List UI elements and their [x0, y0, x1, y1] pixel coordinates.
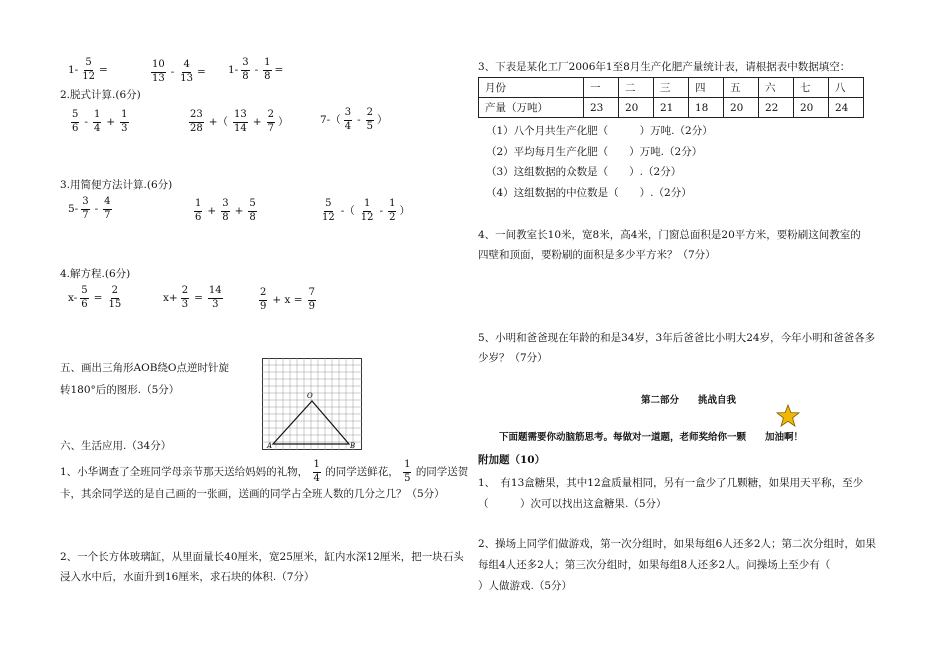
production-table: [478, 77, 864, 118]
table-cell: 20: [724, 98, 759, 118]
grid-figure: [262, 358, 362, 450]
fraction: $\frac{7}{9}$: [308, 287, 315, 312]
q1-line-1: 1、小华调查了全班同学母亲节那天送给妈妈的礼物， $\frac{1}{4}$ 的同学送鲜花， $\frac{1}{5}$ 的同学送贺: [60, 459, 469, 484]
table-cell: 一: [584, 78, 619, 98]
section-2-title: 2.脱式计算.(6分): [60, 89, 141, 101]
table-cell: 18: [689, 98, 724, 118]
fraction: $\frac{5}{12}$: [322, 198, 335, 223]
fraction: $\frac{1}{3}$: [121, 109, 128, 134]
q3-item-4: （4）这组数据的中位数是（ ）.（2分）: [486, 187, 692, 199]
b2-line-1: 2、操场上同学们做游戏，第一次分组时，如果每组6人还多2人；第二次分组时，如果: [478, 538, 877, 550]
s3-expr-2: $\frac{1}{6}$ + $\frac{3}{8}$ + $\frac{5}{8}$: [195, 198, 256, 223]
q3-title: 3、下表是某化工厂2006年1至8月生产化肥产量统计表，请根据表中数据填空：: [478, 61, 851, 73]
fraction: $\frac{1}{2}$: [389, 198, 396, 223]
label-b: B: [350, 442, 356, 450]
table-cell: 五: [724, 78, 759, 98]
fraction: $\frac{1}{12}$: [360, 198, 374, 223]
fraction: $\frac{1}{8}$: [264, 57, 271, 82]
fraction: $\frac{1}{4}$: [93, 109, 101, 134]
fraction: $\frac{2}{3}$: [181, 285, 189, 310]
top-expr-3: 1- $\frac{3}{8}$ - $\frac{1}{8}$ =: [228, 57, 284, 82]
table-cell: 六: [759, 78, 794, 98]
table-row: [479, 98, 864, 118]
table-cell: 八: [829, 78, 864, 98]
q3-item-1: （1）八个月共生产化肥（ ）万吨.（2分）: [486, 125, 713, 137]
q5-line-1: 5、小明和爸爸现在年龄的和是34岁，3年后爸爸比小明大24岁，今年小明和爸爸各多: [478, 332, 876, 344]
b2-line-3: ）人做游戏.（5分）: [478, 580, 573, 592]
fraction: $\frac{4}{7}$: [104, 196, 111, 221]
q5-line-2: 少岁？（7分）: [478, 352, 548, 364]
q2-line-1: 2、一个长方体玻璃缸，从里面量长40厘米，宽25厘米，缸内水深12厘米，把一块石头: [60, 551, 464, 563]
star-icon: [776, 404, 800, 428]
fraction: $\frac{5}{6}$: [81, 285, 88, 310]
b1-line-1: 1、 有13盒糖果，其中12盒质量相同，另有一盒少了几颗糖，如果用天平称，至少: [478, 477, 864, 489]
table-cell: 二: [619, 78, 654, 98]
fraction: $\frac{5}{8}$: [249, 198, 256, 223]
fraction: $\frac{1}{6}$: [195, 198, 202, 223]
fraction: $\frac{3}{8}$: [242, 57, 249, 82]
s3-expr-3: $\frac{5}{12}$ -（ $\frac{1}{12}$ - $\frac{1}{2}$ ）: [322, 198, 410, 223]
grid-svg: [262, 358, 362, 450]
section-5-line-2: 转180°后的图形.（5分）: [60, 384, 180, 396]
part-2-title: 第二部分 挑战自我: [641, 395, 737, 406]
s2-expr-1: $\frac{5}{6}$ - $\frac{1}{4}$ + $\frac{1}{3}$: [72, 109, 128, 134]
encourage-line: 下面题需要你动脑筋思考。每做对一道题，老师奖给你一颗 加油啊！: [499, 432, 804, 443]
fraction: $\frac{3}{8}$: [222, 198, 229, 223]
q3-item-3: （3）这组数据的众数是（ ）.（2分）: [486, 166, 682, 178]
b2-line-2: 每组4人还多2人；第三次分组时，如果每组8人还多2人。问操场上至少有（: [478, 559, 831, 571]
fraction: $\frac{2}{9}$: [260, 287, 267, 312]
top-expr-1: 1- $\frac{5}{12}$ =: [68, 57, 108, 82]
fraction: $\frac{23}{28}$: [190, 109, 203, 134]
fraction: $\frac{2}{7}$: [267, 109, 274, 134]
s3-expr-1: 5- $\frac{3}{7}$ - $\frac{4}{7}$: [68, 196, 111, 221]
top-expr-2: $\frac{10}{13}$ - $\frac{4}{13}$ =: [152, 59, 206, 84]
q1-line-2: 卡，其余同学送的是自己画的一张画，送画的同学占全班人数的几分之几？（5分）: [60, 488, 445, 500]
q4-line-1: 4、一间教室长10米，宽8米，高4米，门窗总面积是20平方米，要粉刷这间教室的: [478, 229, 861, 241]
table-cell: 23: [584, 98, 619, 118]
table-cell: 20: [619, 98, 654, 118]
q2-line-2: 浸入水中后，水面升到16厘米，求石块的体积.（7分）: [60, 571, 315, 583]
q4-line-2: 四壁和顶面，要粉刷的面积是多少平方米？（7分）: [478, 249, 716, 261]
table-cell: 24: [829, 98, 864, 118]
b1-line-2: （ ）次可以找出这盒糖果.（5分）: [478, 498, 667, 510]
fraction: $\frac{2}{5}$: [366, 107, 374, 132]
table-header-row: [479, 78, 864, 98]
s2-expr-3: 7-（ $\frac{3}{4}$ - $\frac{2}{5}$ ）: [320, 107, 388, 132]
section-3-title: 3.用简便方法计算.(6分): [60, 179, 173, 191]
fraction: $\frac{4}{13}$: [180, 59, 194, 84]
section-4-title: 4.解方程.(6分): [60, 268, 131, 280]
fraction: $\frac{1}{5}$: [404, 459, 411, 484]
fraction: $\frac{3}{7}$: [82, 196, 89, 221]
table-cell: 21: [654, 98, 689, 118]
bonus-title: 附加题（10）: [478, 454, 546, 466]
fraction: $\frac{1}{4}$: [313, 459, 320, 484]
table-cell: 七: [794, 78, 829, 98]
section-6-title: 六、生活应用.（34分）: [60, 440, 172, 452]
table-cell: 20: [794, 98, 829, 118]
table-cell: 三: [654, 78, 689, 98]
fraction: $\frac{2}{15}$: [108, 285, 122, 310]
table-cell: 22: [759, 98, 794, 118]
fraction: $\frac{5}{12}$: [82, 57, 95, 82]
section-5-line-1: 五、画出三角形AOB绕O点逆时针旋: [60, 362, 230, 374]
q3-item-2: （2）平均每月生产化肥（ ）万吨.（2分）: [486, 146, 703, 158]
fraction: $\frac{5}{6}$: [72, 109, 79, 134]
fraction: $\frac{14}{3}$: [208, 285, 222, 310]
s4-expr-2: x+ $\frac{2}{3}$ = $\frac{14}{3}$: [163, 285, 222, 310]
label-o: O: [307, 392, 313, 400]
table-cell: 产量（万吨）: [479, 98, 584, 118]
label-a: A: [267, 442, 273, 450]
fraction: $\frac{3}{4}$: [344, 107, 352, 132]
table-cell: 月份: [479, 78, 584, 98]
fraction: $\frac{10}{13}$: [152, 59, 165, 84]
s4-expr-3: $\frac{2}{9}$ + x = $\frac{7}{9}$: [260, 287, 315, 312]
table-cell: 四: [689, 78, 724, 98]
fraction: $\frac{13}{14}$: [234, 109, 247, 134]
s2-expr-2: $\frac{23}{28}$ +（ $\frac{13}{14}$ + $\frac{2}{7}$ ）: [190, 109, 289, 134]
s4-expr-1: x- $\frac{5}{6}$ = $\frac{2}{15}$: [68, 285, 122, 310]
